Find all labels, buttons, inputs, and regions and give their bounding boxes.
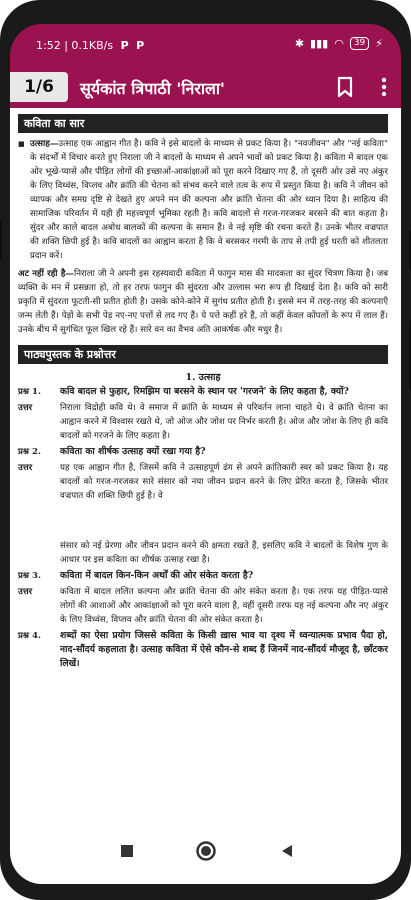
page-viewer[interactable] bbox=[10, 108, 401, 828]
answer-label: उत्तर bbox=[18, 403, 33, 413]
answer-text: निराला विद्रोही कवि थे। वे समाज में क्रांति के माध्यम से परिवर्तन लाना चाहते थे। वे क्रांति चेतना का आह्वान करने में विश्वास रखते थे, जो ओज और जोश पर निर्भर करती है। ओज और जोश के लिए ही कवि बादलों को गरजने के लिए कहता है। bbox=[60, 403, 388, 441]
book-page bbox=[18, 108, 388, 671]
square-recents-icon[interactable] bbox=[120, 844, 134, 858]
question-text: कविता का शीर्षक उत्साह क्यों रखा गया है? bbox=[60, 446, 206, 457]
question bbox=[18, 385, 388, 399]
bluetooth-icon: ✱ bbox=[294, 37, 305, 50]
notification-icon: P bbox=[120, 39, 129, 52]
signal-icon: ▮▮▮ bbox=[310, 37, 329, 50]
answer-text: संसार को नई प्रेरणा और जीवन प्रदान करने की क्षमता रखते हैं, इसलिए कवि ने बादलों के विशेष गुण के आधार पर इस कविता का शीर्षक उत्साह रखा है। bbox=[60, 541, 388, 565]
status-bar bbox=[10, 24, 401, 66]
app-bar bbox=[10, 66, 401, 108]
navigation-bar bbox=[10, 828, 401, 884]
answer-text: कविता में बादल ललित कल्पना और क्रांति चेतना की ओर संकेत करता है। एक तरफ यह पीड़ित-प्यासे लोगों की आशाओं और आकांक्षाओं को पूरा करने वाला है, वहीं दूसरी तरफ यह नई कल्पना और नए अंकुर के लिए विध्वंस, विप्लव और क्रांति चेतना की ओर संकेत करता है। bbox=[60, 587, 388, 625]
summary-paragraph bbox=[18, 137, 388, 263]
summary-paragraph bbox=[18, 267, 388, 337]
question-label: प्रश्न 4. bbox=[18, 631, 41, 641]
answer-label: उत्तर bbox=[18, 463, 33, 473]
question-label: प्रश्न 2. bbox=[18, 447, 41, 457]
section-heading: कविता का सार bbox=[18, 114, 388, 133]
circle-home-icon[interactable] bbox=[195, 840, 217, 862]
para-text: निराला जी ने अपनी इस रहस्यवादी कविता में फागुन मास की मादकता का सुंदर चित्रण किया है। जब व्यक्ति के मन में प्रसन्नता हो, तो हर तरफ फागुन की सुंदरता और उल्लास भरा रूप ही दिखाई देता है। कवि को सारी प्रकृति में सुंदरता फूटती-सी प्रतीत होती है। उसके कोने-कोने में सुगंध प्रतीत होती है। इससे मन में तरह-तरह की कल्पनाएँ जन्म लेती हैं। पेड़ों के सभी पेड़ नए-नए पत्तों से लद गए हैं। ये पत्ते कहीं हरे हैं, तो कहीं केवल कोंपलों के रूप में लाल हैं। उनके बीच में सुगंधित फूल खिल रहे हैं। सारे वन का वैभव अति आकर्षक और मधुर है। bbox=[18, 269, 388, 335]
page-break bbox=[18, 503, 388, 537]
charging-icon: ⚡ bbox=[375, 37, 383, 50]
network-speed: 0.1KB/s bbox=[71, 39, 114, 52]
para-text: उत्साह एक आह्वान गीत है। कवि ने इसे बादलों के माध्यम से प्रकट किया है। "नवजीवन" और "नई कविता" के संदर्भों में विचार करते हुए निराला जी ने बादलों के माध्यम से अपने भावों को प्रकट किया है। कविता में बादल एक ओर भूखे-प्यासे और पीड़ित लोगों की इच्छाओं-आकांक्षाओं को पूरा करने दिखाए गए हैं, तो दूसरी ओर उसे नए अंकुर के लिए विध्वंस, विप्लव और क्रांति की चेतना को संभव करने वाले तत्व के रूप में प्रस्तुत किया है। कवि ने जीवन को व्यापक और समग्र दृष्टि से देखते हुए अपने मन की कल्पना और क्रांति चेतना की ओर ध्यान दिया है। साहित्य की सामाजिक परिवर्तन में यही ही महत्त्वपूर्ण भूमिका रहती है। कवि बादलों से गरज-गरजकर बरसने की बात कहता है। सुंदर और काले बादल अबोध बालकों की कल्पना के समान हैं। वे नई सृष्टि की रचना करते हैं। उनके भीतर वज्रपात की शक्ति छिपी हुई है। कवि बादलों का आह्वान करता है कि वे बरसकर गरमी के ताप से तपी हुई धरती को शीतलता प्रदान करें। bbox=[30, 139, 388, 261]
answer bbox=[18, 461, 388, 503]
page-indicator[interactable]: 1/6 bbox=[10, 72, 68, 102]
question-text: कविता में बादल किन-किन अर्थों की ओर संकेत करता है? bbox=[60, 570, 254, 581]
more-vert-icon[interactable] bbox=[381, 76, 387, 98]
battery-icon bbox=[350, 37, 369, 50]
screen bbox=[10, 24, 401, 884]
battery-level: 39 bbox=[353, 38, 366, 48]
answer-label: उत्तर bbox=[18, 587, 33, 597]
notification-icon: P bbox=[136, 39, 145, 52]
para-lead: अट नहीं रही है— bbox=[18, 269, 74, 279]
question-text: शब्दों का ऐसा प्रयोग जिससे कविता के किसी ख़ास भाव या दृश्य में ध्वन्यात्मक प्रभाव पैदा हो, नाद-सौंदर्य कहलाता है। उत्साह कविता में ऐसे कौन-से शब्द हैं जिनमें नाद-सौंदर्य मौजूद है, छाँटकर लिखें। bbox=[60, 630, 388, 669]
answer bbox=[18, 585, 388, 627]
answer-text: यह एक आह्वान गीत है, जिसमें कवि ने उत्साहपूर्ण ढंग से अपने क्रांतिकारी स्वर को प्रकट किया है। यह बादलों को गरज-गरजकर सारे संसार को नया जीवन प्रदान करने के लिए प्रेरित करता है, जिसके भीतर वज्रपात की शक्ति छिपी हुई है। वे bbox=[60, 463, 388, 501]
status-left: 1:52 | 0.1KB/s P P bbox=[36, 39, 145, 52]
answer-continued bbox=[18, 539, 388, 567]
question-text: कवि बादल से फुहार, रिमझिम या बरसने के स्थान पर 'गरजने' के लिए कहता है, क्यों? bbox=[60, 386, 349, 397]
subheading: 1. उत्साह bbox=[185, 372, 221, 383]
question bbox=[18, 445, 388, 459]
question bbox=[18, 629, 388, 671]
answer bbox=[18, 401, 388, 443]
status-time: 1:52 bbox=[36, 39, 61, 52]
bookmark-icon[interactable] bbox=[335, 76, 355, 98]
question bbox=[18, 569, 388, 583]
chapter-title: सूर्यकांत त्रिपाठी 'निराला' bbox=[80, 79, 225, 98]
para-lead: उत्साह— bbox=[30, 139, 59, 149]
section-heading: पाठ्यपुस्तक के प्रश्नोत्तर bbox=[18, 345, 388, 364]
question-label: प्रश्न 1. bbox=[18, 387, 41, 397]
side-button bbox=[0, 220, 2, 260]
wifi-icon: ◠ bbox=[334, 37, 344, 50]
status-right bbox=[295, 37, 383, 50]
triangle-back-icon[interactable] bbox=[280, 844, 294, 858]
question-label: प्रश्न 3. bbox=[18, 571, 41, 581]
